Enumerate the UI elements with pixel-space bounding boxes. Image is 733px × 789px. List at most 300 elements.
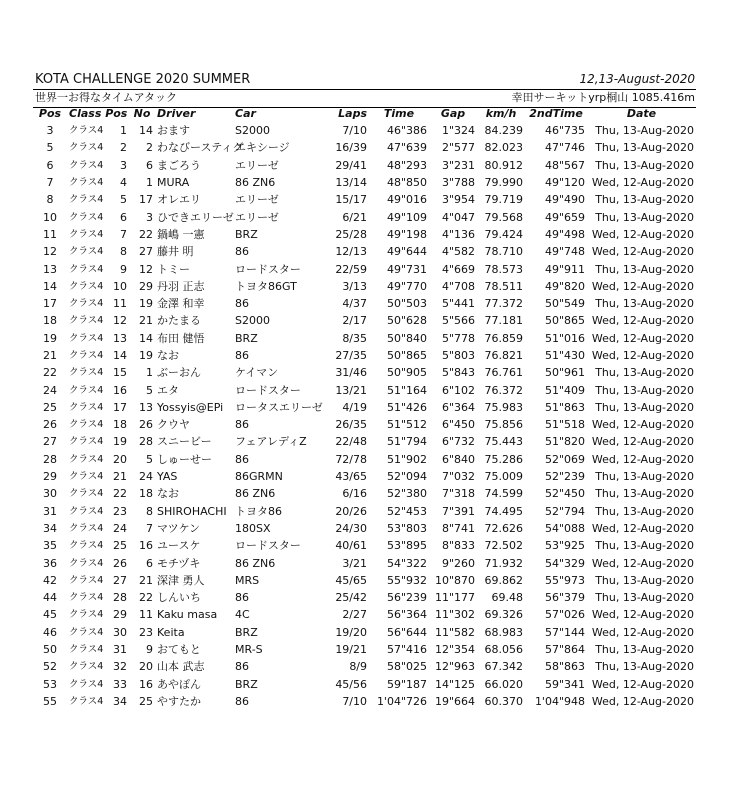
cell-pos: 6 xyxy=(46,158,54,172)
cell-laps: 2/17 xyxy=(342,314,368,328)
cell-date: Thu, 13-Aug-2020 xyxy=(595,262,695,276)
cell-kmh: 67.342 xyxy=(484,660,524,674)
cell-kmh: 84.239 xyxy=(484,124,524,138)
cell-class-pos: 26 xyxy=(113,556,128,570)
cell-laps: 19/21 xyxy=(335,643,368,657)
cell-kmh: 69.326 xyxy=(484,608,524,622)
col-header-no: No xyxy=(133,107,151,120)
cell-class: クラス4 xyxy=(69,246,104,258)
cell-class-pos: 8 xyxy=(120,245,128,259)
col-header-kmh: km/h xyxy=(485,107,517,120)
cell-driver: なお xyxy=(157,487,180,501)
cell-2ndtime: 57"144 xyxy=(544,625,586,639)
cell-car: トヨタ86 xyxy=(235,504,283,518)
cell-class: クラス4 xyxy=(69,644,104,656)
cell-car: 86 xyxy=(235,245,250,259)
cell-gap: 8"833 xyxy=(441,539,476,553)
cell-gap: 7"032 xyxy=(441,470,476,484)
cell-no: 13 xyxy=(139,400,154,414)
cell-pos: 30 xyxy=(43,487,57,501)
cell-kmh: 75.286 xyxy=(484,452,524,466)
cell-2ndtime: 56"379 xyxy=(544,591,586,605)
cell-pos: 3 xyxy=(46,124,54,138)
cell-no: 26 xyxy=(139,418,154,432)
cell-time: 1'04"726 xyxy=(376,694,428,708)
cell-time: 50"503 xyxy=(386,297,428,311)
cell-driver: スニービー xyxy=(157,435,212,449)
cell-no: 23 xyxy=(139,625,154,639)
col-header-car: Car xyxy=(235,107,256,120)
cell-pos: 36 xyxy=(43,556,57,570)
cell-2ndtime: 1'04"948 xyxy=(534,694,586,708)
cell-driver: Kaku masa xyxy=(157,608,218,622)
cell-class-pos: 12 xyxy=(113,314,128,328)
cell-time: 56"644 xyxy=(386,625,428,639)
table-row xyxy=(33,122,696,139)
cell-class: クラス4 xyxy=(69,626,104,638)
table-row xyxy=(33,572,696,589)
cell-laps: 45/56 xyxy=(335,677,368,691)
cell-class: クラス4 xyxy=(69,211,104,223)
table-row xyxy=(33,658,696,675)
cell-kmh: 77.181 xyxy=(484,314,524,328)
cell-car: 86 ZN6 xyxy=(235,556,276,570)
cell-class: クラス4 xyxy=(69,401,104,413)
cell-driver: おてもと xyxy=(157,643,201,657)
cell-gap: 5"803 xyxy=(441,349,476,362)
cell-time: 50"905 xyxy=(386,366,428,380)
cell-pos: 45 xyxy=(43,608,57,622)
cell-pos: 42 xyxy=(43,573,57,587)
cell-gap: 6"364 xyxy=(441,400,476,414)
cell-gap: 1"324 xyxy=(441,124,476,138)
cell-car: 86 xyxy=(235,349,250,362)
cell-car: エリーゼ xyxy=(235,158,279,172)
cell-gap: 11"302 xyxy=(434,608,476,622)
cell-driver: YAS xyxy=(157,470,178,484)
cell-2ndtime: 49"820 xyxy=(544,279,586,293)
cell-time: 51"794 xyxy=(386,435,428,449)
cell-time: 48"850 xyxy=(386,176,428,190)
cell-driver: マツケン xyxy=(157,521,201,535)
col-header-gap: Gap xyxy=(440,107,466,120)
cell-kmh: 79.719 xyxy=(484,193,524,207)
title-bar xyxy=(33,71,696,90)
cell-driver: 山本 武志 xyxy=(157,660,205,674)
cell-pos: 22 xyxy=(43,366,57,380)
cell-gap: 3"788 xyxy=(441,176,476,190)
cell-class: クラス4 xyxy=(69,661,104,673)
cell-no: 18 xyxy=(139,487,154,501)
cell-class: クラス4 xyxy=(69,142,104,154)
cell-gap: 5"778 xyxy=(441,331,476,345)
cell-driver: ひできエリーゼ xyxy=(157,210,234,224)
cell-pos: 11 xyxy=(43,227,57,241)
cell-time: 55"932 xyxy=(386,573,428,587)
cell-gap: 5"843 xyxy=(441,366,476,380)
cell-2ndtime: 50"961 xyxy=(544,366,586,380)
cell-laps: 31/46 xyxy=(335,366,368,380)
cell-pos: 35 xyxy=(43,539,57,553)
table-row xyxy=(33,693,696,710)
circuit-info: 幸田サーキットyrp桐山 1085.416m xyxy=(511,91,695,104)
cell-car: 86 xyxy=(235,694,250,708)
cell-class: クラス4 xyxy=(69,540,104,552)
cell-kmh: 69.48 xyxy=(491,591,524,605)
cell-kmh: 68.983 xyxy=(484,625,524,639)
cell-kmh: 78.511 xyxy=(484,279,524,293)
cell-laps: 15/17 xyxy=(335,193,368,207)
cell-time: 57"416 xyxy=(386,643,428,657)
cell-2ndtime: 50"549 xyxy=(544,297,586,311)
cell-pos: 29 xyxy=(43,470,57,484)
cell-laps: 29/41 xyxy=(335,158,368,172)
cell-pos: 8 xyxy=(46,193,54,207)
cell-car: 180SX xyxy=(235,521,271,535)
cell-laps: 45/65 xyxy=(335,573,368,587)
cell-car: エリーゼ xyxy=(235,193,279,207)
cell-date: Wed, 12-Aug-2020 xyxy=(591,245,695,259)
cell-gap: 3"954 xyxy=(441,193,476,207)
event-title: KOTA CHALLENGE 2020 SUMMER xyxy=(35,72,251,87)
col-header-2ndtime: 2ndTime xyxy=(529,107,583,120)
cell-gap: 10"870 xyxy=(434,573,476,587)
cell-2ndtime: 49"120 xyxy=(544,176,586,190)
cell-class: クラス4 xyxy=(69,384,104,396)
cell-car: ロードスター xyxy=(235,539,301,553)
cell-time: 59"187 xyxy=(386,677,428,691)
cell-time: 49"731 xyxy=(386,262,428,276)
cell-car: トヨタ86GT xyxy=(235,279,297,293)
cell-2ndtime: 57"026 xyxy=(544,608,586,622)
cell-laps: 43/65 xyxy=(335,470,368,484)
cell-class-pos: 2 xyxy=(120,141,128,155)
cell-driver: オレエリ xyxy=(157,193,202,207)
cell-date: Thu, 13-Aug-2020 xyxy=(595,366,695,380)
cell-laps: 13/21 xyxy=(335,383,368,397)
cell-date: Wed, 12-Aug-2020 xyxy=(591,435,695,449)
table-row xyxy=(33,312,696,329)
cell-laps: 6/21 xyxy=(342,210,368,224)
cell-date: Wed, 12-Aug-2020 xyxy=(591,176,695,190)
cell-time: 50"840 xyxy=(386,331,428,345)
cell-kmh: 60.370 xyxy=(484,694,524,708)
cell-gap: 11"177 xyxy=(434,591,476,605)
cell-pos: 27 xyxy=(43,435,57,449)
cell-car: フェアレディZ xyxy=(235,435,307,449)
cell-2ndtime: 59"341 xyxy=(544,677,586,691)
cell-no: 1 xyxy=(146,176,154,190)
cell-class: クラス4 xyxy=(69,280,104,292)
cell-laps: 8/9 xyxy=(349,660,368,674)
cell-no: 12 xyxy=(139,262,154,276)
cell-class: クラス4 xyxy=(69,367,104,379)
cell-class: クラス4 xyxy=(69,177,104,189)
cell-laps: 24/30 xyxy=(335,521,368,535)
cell-date: Thu, 13-Aug-2020 xyxy=(595,158,695,172)
cell-date: Wed, 12-Aug-2020 xyxy=(591,625,695,639)
cell-time: 49"644 xyxy=(386,245,428,259)
cell-time: 52"380 xyxy=(386,487,428,501)
cell-no: 1 xyxy=(146,366,154,380)
cell-date: Thu, 13-Aug-2020 xyxy=(595,210,695,224)
cell-laps: 20/26 xyxy=(335,504,368,518)
cell-laps: 22/59 xyxy=(335,262,368,276)
cell-class: クラス4 xyxy=(69,574,104,586)
cell-2ndtime: 54"329 xyxy=(544,556,586,570)
cell-time: 51"902 xyxy=(386,452,428,466)
cell-date: Thu, 13-Aug-2020 xyxy=(595,591,695,605)
table-row xyxy=(33,243,696,260)
cell-class-pos: 4 xyxy=(120,176,128,190)
cell-class: クラス4 xyxy=(69,609,104,621)
cell-no: 7 xyxy=(146,521,154,535)
cell-gap: 4"582 xyxy=(441,245,476,259)
cell-time: 51"164 xyxy=(386,383,428,397)
cell-pos: 21 xyxy=(43,349,57,362)
cell-class: クラス4 xyxy=(69,488,104,500)
cell-kmh: 79.568 xyxy=(484,210,524,224)
cell-laps: 13/14 xyxy=(335,176,368,190)
cell-time: 56"364 xyxy=(386,608,428,622)
cell-time: 47"639 xyxy=(386,141,428,155)
cell-driver: なお xyxy=(157,349,180,362)
cell-gap: 6"840 xyxy=(441,452,476,466)
cell-car: BRZ xyxy=(235,677,258,691)
cell-kmh: 77.372 xyxy=(484,297,524,311)
cell-kmh: 76.859 xyxy=(484,331,524,345)
cell-class: クラス4 xyxy=(69,159,104,171)
cell-class-pos: 23 xyxy=(113,504,128,518)
cell-2ndtime: 52"450 xyxy=(544,487,586,501)
cell-pos: 17 xyxy=(43,297,57,311)
cell-2ndtime: 57"864 xyxy=(544,643,586,657)
cell-driver: 金澤 和幸 xyxy=(157,297,205,311)
cell-gap: 9"260 xyxy=(441,556,476,570)
cell-gap: 19"664 xyxy=(434,694,476,708)
cell-gap: 7"391 xyxy=(441,504,476,518)
cell-car: 4C xyxy=(235,608,250,622)
cell-laps: 19/20 xyxy=(335,625,368,639)
cell-no: 19 xyxy=(139,349,154,362)
cell-2ndtime: 46"735 xyxy=(544,124,586,138)
cell-no: 5 xyxy=(146,383,154,397)
cell-time: 53"803 xyxy=(386,521,428,535)
cell-kmh: 72.502 xyxy=(484,539,524,553)
cell-driver: クウヤ xyxy=(157,418,191,432)
cell-gap: 12"963 xyxy=(434,660,476,674)
cell-date: Thu, 13-Aug-2020 xyxy=(595,400,695,414)
cell-car: エキシージ xyxy=(235,141,290,155)
table-row xyxy=(33,537,696,554)
cell-laps: 4/19 xyxy=(342,400,368,414)
cell-2ndtime: 49"490 xyxy=(544,193,586,207)
cell-pos: 28 xyxy=(43,452,57,466)
cell-driver: まごろう xyxy=(157,158,202,172)
cell-kmh: 71.932 xyxy=(484,556,524,570)
cell-2ndtime: 52"794 xyxy=(544,504,586,518)
cell-class: クラス4 xyxy=(69,557,104,569)
cell-car: ロータスエリーゼ xyxy=(235,400,323,414)
cell-date: Wed, 12-Aug-2020 xyxy=(591,349,695,362)
cell-2ndtime: 51"409 xyxy=(544,383,586,397)
cell-2ndtime: 51"518 xyxy=(544,418,586,432)
cell-class-pos: 32 xyxy=(113,660,128,674)
cell-date: Wed, 12-Aug-2020 xyxy=(591,556,695,570)
cell-gap: 4"047 xyxy=(441,210,476,224)
table-row xyxy=(33,676,696,693)
cell-no: 21 xyxy=(139,573,154,587)
cell-driver: かたまる xyxy=(157,314,202,328)
cell-kmh: 72.626 xyxy=(484,521,524,535)
cell-class-pos: 33 xyxy=(113,677,128,691)
cell-gap: 5"441 xyxy=(441,297,476,311)
cell-class-pos: 13 xyxy=(113,331,128,345)
cell-pos: 25 xyxy=(43,400,57,414)
cell-date: Thu, 13-Aug-2020 xyxy=(595,660,695,674)
cell-pos: 10 xyxy=(43,210,57,224)
event-subtitle: 世界一お得なタイムアタック xyxy=(35,91,178,104)
cell-2ndtime: 51"016 xyxy=(544,331,586,345)
cell-no: 14 xyxy=(139,124,154,138)
cell-gap: 5"566 xyxy=(441,314,476,328)
cell-driver: ぶーおん xyxy=(157,366,202,380)
cell-gap: 4"136 xyxy=(441,227,476,241)
cell-class-pos: 21 xyxy=(113,470,128,484)
cell-gap: 11"582 xyxy=(434,625,476,639)
table-row xyxy=(33,624,696,641)
cell-driver: 布田 健悟 xyxy=(157,331,205,345)
cell-driver: わなびースティグ xyxy=(157,141,244,155)
cell-car: S2000 xyxy=(235,124,270,138)
cell-class: クラス4 xyxy=(69,315,104,327)
cell-date: Thu, 13-Aug-2020 xyxy=(595,643,695,657)
table-row xyxy=(33,157,696,174)
cell-driver: しんいち xyxy=(157,591,202,605)
cell-car: ロードスター xyxy=(235,262,301,276)
cell-gap: 6"732 xyxy=(441,435,476,449)
cell-2ndtime: 47"746 xyxy=(544,141,586,155)
cell-car: BRZ xyxy=(235,625,258,639)
cell-2ndtime: 52"069 xyxy=(544,452,586,466)
cell-driver: 丹羽 正志 xyxy=(157,279,205,293)
results-body xyxy=(33,122,696,710)
cell-time: 49"770 xyxy=(386,279,428,293)
cell-date: Thu, 13-Aug-2020 xyxy=(595,539,695,553)
cell-class-pos: 19 xyxy=(113,435,128,449)
cell-class: クラス4 xyxy=(69,298,104,310)
cell-class: クラス4 xyxy=(69,436,104,448)
cell-class: クラス4 xyxy=(69,453,104,465)
table-row xyxy=(33,364,696,381)
cell-time: 49"016 xyxy=(386,193,428,207)
cell-date: Thu, 13-Aug-2020 xyxy=(595,504,695,518)
cell-class-pos: 6 xyxy=(120,210,128,224)
cell-class: クラス4 xyxy=(69,592,104,604)
cell-time: 53"895 xyxy=(386,539,428,553)
cell-date: Thu, 13-Aug-2020 xyxy=(595,124,695,138)
cell-laps: 27/35 xyxy=(335,349,368,362)
cell-date: Wed, 12-Aug-2020 xyxy=(591,521,695,535)
cell-no: 16 xyxy=(139,539,154,553)
cell-no: 27 xyxy=(139,245,154,259)
cell-date: Wed, 12-Aug-2020 xyxy=(591,279,695,293)
cell-class: クラス4 xyxy=(69,522,104,534)
cell-pos: 53 xyxy=(43,677,57,691)
cell-driver: MURA xyxy=(157,176,190,190)
cell-no: 5 xyxy=(146,452,154,466)
cell-2ndtime: 51"430 xyxy=(544,349,586,362)
cell-2ndtime: 55"973 xyxy=(544,573,586,587)
cell-class-pos: 15 xyxy=(113,366,128,380)
cell-class-pos: 11 xyxy=(113,297,128,311)
cell-car: エリーゼ xyxy=(235,210,279,224)
cell-2ndtime: 54"088 xyxy=(544,521,586,535)
cell-2ndtime: 51"863 xyxy=(544,400,586,414)
cell-kmh: 79.424 xyxy=(484,227,524,241)
cell-class-pos: 5 xyxy=(120,193,128,207)
table-row xyxy=(33,606,696,623)
col-header-class-pos: Class Pos xyxy=(69,107,128,120)
cell-laps: 40/61 xyxy=(335,539,368,553)
cell-car: MRS xyxy=(235,573,260,587)
cell-car: 86 ZN6 xyxy=(235,176,276,190)
cell-no: 6 xyxy=(146,556,154,570)
cell-class: クラス4 xyxy=(69,419,104,431)
cell-no: 19 xyxy=(139,297,154,311)
cell-laps: 72/78 xyxy=(335,452,368,466)
cell-date: Thu, 13-Aug-2020 xyxy=(595,573,695,587)
cell-car: ケイマン xyxy=(235,366,279,380)
cell-driver: 藤井 明 xyxy=(157,245,194,259)
cell-driver: Keita xyxy=(157,625,185,639)
cell-class: クラス4 xyxy=(69,350,104,361)
cell-class-pos: 7 xyxy=(120,227,128,241)
table-row xyxy=(33,520,696,537)
cell-no: 17 xyxy=(139,193,154,207)
cell-class-pos: 22 xyxy=(113,487,128,501)
cell-laps: 8/35 xyxy=(342,331,368,345)
cell-car: 86 xyxy=(235,418,250,432)
event-dates: 12,13-August-2020 xyxy=(579,72,695,86)
cell-driver: SHIROHACHI xyxy=(157,504,227,518)
cell-2ndtime: 52"239 xyxy=(544,470,586,484)
cell-driver: エタ xyxy=(157,383,180,397)
cell-2ndtime: 49"748 xyxy=(544,245,586,259)
cell-car: ロードスター xyxy=(235,383,301,397)
table-row xyxy=(33,330,696,347)
cell-date: Wed, 12-Aug-2020 xyxy=(591,331,695,345)
cell-gap: 3"231 xyxy=(441,158,476,172)
col-header-date: Date xyxy=(626,107,657,120)
cell-gap: 4"669 xyxy=(441,262,476,276)
table-row xyxy=(33,399,696,416)
col-header-driver: Driver xyxy=(157,107,196,120)
cell-no: 25 xyxy=(139,694,154,708)
table-row xyxy=(33,468,696,485)
cell-class-pos: 34 xyxy=(113,694,128,708)
cell-pos: 50 xyxy=(43,643,57,657)
cell-car: 86 ZN6 xyxy=(235,487,276,501)
col-header-pos: Pos xyxy=(38,107,62,120)
cell-driver: 鍋嶋 一憲 xyxy=(157,227,205,241)
cell-class: クラス4 xyxy=(69,678,104,690)
cell-kmh: 78.710 xyxy=(484,245,524,259)
cell-gap: 4"708 xyxy=(441,279,476,293)
cell-class: クラス4 xyxy=(69,332,104,344)
cell-date: Thu, 13-Aug-2020 xyxy=(595,141,695,155)
cell-pos: 18 xyxy=(43,314,57,328)
